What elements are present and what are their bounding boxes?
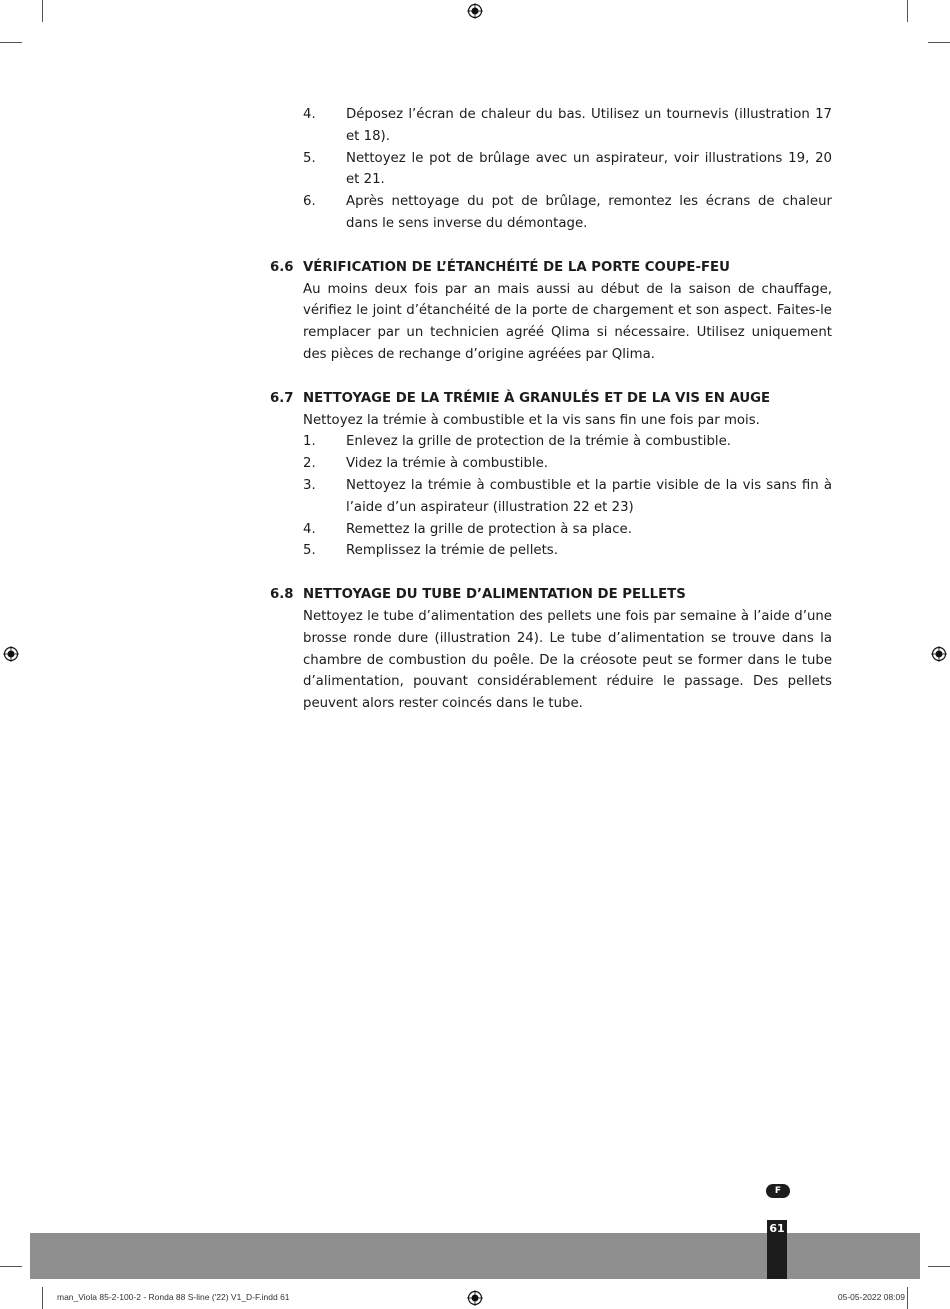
registration-mark-icon	[3, 646, 19, 662]
list-item: 6. Après nettoyage du pot de brûlage, remontez les écrans de chaleur dans le sens inverse du démontage.	[303, 194, 832, 231]
print-slug-date: 05-05-2022 08:09	[837, 1292, 905, 1302]
section-heading-6-7: 6.7 NETTOYAGE DE LA TRÉMIE À GRANULÉS ET DE LA VIS EN AUGE	[270, 390, 771, 406]
crop-mark	[0, 42, 22, 43]
steps-list-continued	[270, 104, 832, 235]
section-heading-6-8: 6.8 NETTOYAGE DU TUBE D’ALIMENTATION DE PELLETS	[270, 587, 686, 603]
crop-mark	[907, 0, 908, 22]
print-slug-file: man_Viola 85-2-100-2 - Ronda 88 S-line ('22) V1_D-F.indd 61	[57, 1292, 290, 1302]
list-item: 3. Nettoyez la trémie à combustible et la partie visible de la vis sans fin à l’aide d’un aspirateur (illustration 22 et 23)	[303, 477, 832, 515]
page-content	[270, 104, 832, 715]
section-heading-6-6: 6.6 VÉRIFICATION DE L’ÉTANCHÉITÉ DE LA PORTE COUPE-FEU	[270, 259, 730, 275]
registration-mark-icon	[931, 646, 947, 662]
crop-mark	[928, 1266, 950, 1267]
section-6-8-body: Nettoyez le tube d’alimentation des pellets une fois par semaine à l’aide d’une brosse ronde dure (illustration 24). Le tube d’alimentation se trouve dans la chambre de combustion du poêle. De la créosote peut se former dans le tube d’alimentation, pouvant considérablement réduire le passage. Des pellets peuvent alors rester coincés dans le tube.	[303, 608, 832, 712]
section-6-7-steps	[270, 431, 832, 562]
crop-mark	[0, 1266, 22, 1267]
list-item: 4. Déposez l’écran de chaleur du bas. Utilisez un tournevis (illustration 17 et 18).	[303, 107, 832, 144]
crop-mark	[42, 1287, 43, 1309]
page-number: 61	[767, 1220, 787, 1279]
crop-mark	[928, 42, 950, 43]
section-6-6-body: Au moins deux fois par an mais aussi au début de la saison de chauffage, vérifiez le joint d’étanchéité de la porte de chargement et son aspect. Faites-le remplacer par un technicien agréé Qlima si nécessaire. Utilisez uniquement des pièces de rechange d’origine agréées par Qlima.	[303, 281, 832, 362]
list-item: 5. Nettoyez le pot de brûlage avec un aspirateur, voir illustrations 19, 20 et 21.	[303, 150, 832, 188]
list-item: 2. Videz la trémie à combustible.	[303, 456, 549, 472]
crop-mark	[42, 0, 43, 22]
list-item: 1. Enlevez la grille de protection de la trémie à combustible.	[303, 434, 731, 450]
list-item: 5. Remplissez la trémie de pellets.	[303, 543, 558, 559]
crop-mark	[907, 1287, 908, 1309]
registration-mark-icon	[467, 3, 483, 19]
registration-mark-icon	[467, 1290, 483, 1306]
section-6-7-intro: Nettoyez la trémie à combustible et la vis sans fin une fois par mois.	[303, 412, 760, 428]
list-item: 4. Remettez la grille de protection à sa place.	[303, 521, 632, 537]
language-badge: F	[766, 1184, 790, 1198]
